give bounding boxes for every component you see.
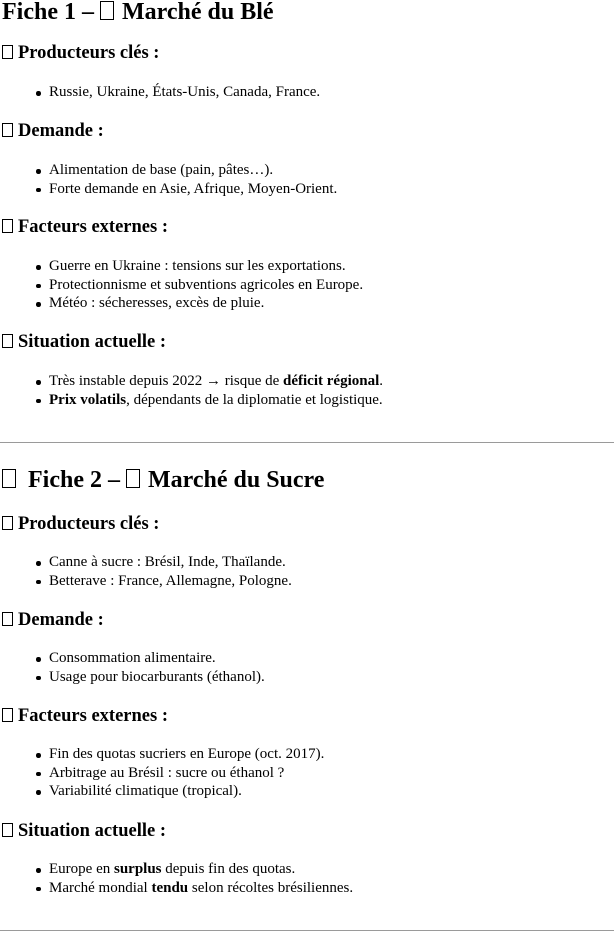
situation-heading [2, 821, 166, 841]
demand-heading [2, 610, 104, 630]
list-item: Météo : sécheresses, excès de pluie. [0, 294, 363, 313]
producers-heading [2, 43, 159, 63]
list-item: Prix volatils, dépendants de la diplomatie et logistique. [0, 391, 383, 410]
external-factors-heading [2, 217, 168, 237]
list-item: Protectionnisme et subventions agricoles en Europe. [0, 276, 363, 295]
list-item: Betterave : France, Allemagne, Pologne. [0, 572, 292, 591]
list-item: Consommation alimentaire. [0, 649, 265, 668]
sheet-title [2, 0, 274, 24]
missing-glyph-icon [2, 823, 13, 837]
external-factors-list [0, 257, 363, 313]
list-item: Arbitrage au Brésil : sucre ou éthanol ? [0, 764, 324, 783]
demand-heading-label: Demande : [18, 121, 104, 141]
missing-glyph-icon [100, 1, 114, 20]
section-divider [0, 442, 614, 443]
missing-glyph-icon [2, 708, 13, 722]
list-item: Alimentation de base (pain, pâtes…). [0, 161, 337, 180]
list-item: Forte demande en Asie, Afrique, Moyen-Orient. [0, 180, 337, 199]
list-item: Fin des quotas sucriers en Europe (oct. 2017). [0, 745, 324, 764]
missing-glyph-icon [2, 45, 13, 59]
missing-glyph-icon [2, 516, 13, 530]
external-heading-label: Facteurs externes : [18, 217, 168, 237]
title-name: Marché du Blé [121, 0, 274, 25]
missing-glyph-icon [2, 612, 13, 626]
list-item: Guerre en Ukraine : tensions sur les exportations. [0, 257, 363, 276]
demand-heading [2, 121, 104, 141]
producers-list [0, 553, 292, 590]
demand-list [0, 161, 337, 198]
producers-heading-label: Producteurs clés : [18, 43, 160, 63]
external-factors-heading [2, 706, 168, 726]
list-item: Variabilité climatique (tropical). [0, 782, 324, 801]
producers-heading [2, 514, 159, 534]
missing-glyph-icon [2, 469, 16, 488]
list-item: Très instable depuis 2022 → risque de déficit régional. [0, 372, 383, 391]
title-name: Marché du Sucre [147, 467, 325, 493]
external-factors-list [0, 745, 324, 801]
producers-list [0, 83, 320, 102]
demand-list [0, 649, 265, 686]
missing-glyph-icon [2, 123, 13, 137]
situation-heading-label: Situation actuelle : [18, 332, 166, 352]
list-item: Europe en surplus depuis fin des quotas. [0, 860, 353, 879]
situation-heading [2, 332, 166, 352]
section-divider [0, 930, 614, 931]
list-item: Canne à sucre : Brésil, Inde, Thaïlande. [0, 553, 292, 572]
sheet-title [2, 468, 324, 492]
producers-heading-label: Producteurs clés : [18, 514, 160, 534]
situation-list [0, 860, 353, 897]
missing-glyph-icon [2, 334, 13, 348]
external-heading-label: Facteurs externes : [18, 706, 168, 726]
demand-heading-label: Demande : [18, 610, 104, 630]
situation-heading-label: Situation actuelle : [18, 821, 166, 841]
missing-glyph-icon [126, 469, 140, 488]
list-item: Usage pour biocarburants (éthanol). [0, 668, 265, 687]
title-prefix: Fiche 1 – [2, 0, 94, 25]
list-item: Marché mondial tendu selon récoltes brésiliennes. [0, 879, 353, 898]
title-prefix: Fiche 2 – [28, 467, 120, 493]
situation-list [0, 372, 383, 409]
list-item: Russie, Ukraine, États-Unis, Canada, France. [0, 83, 320, 102]
missing-glyph-icon [2, 219, 13, 233]
